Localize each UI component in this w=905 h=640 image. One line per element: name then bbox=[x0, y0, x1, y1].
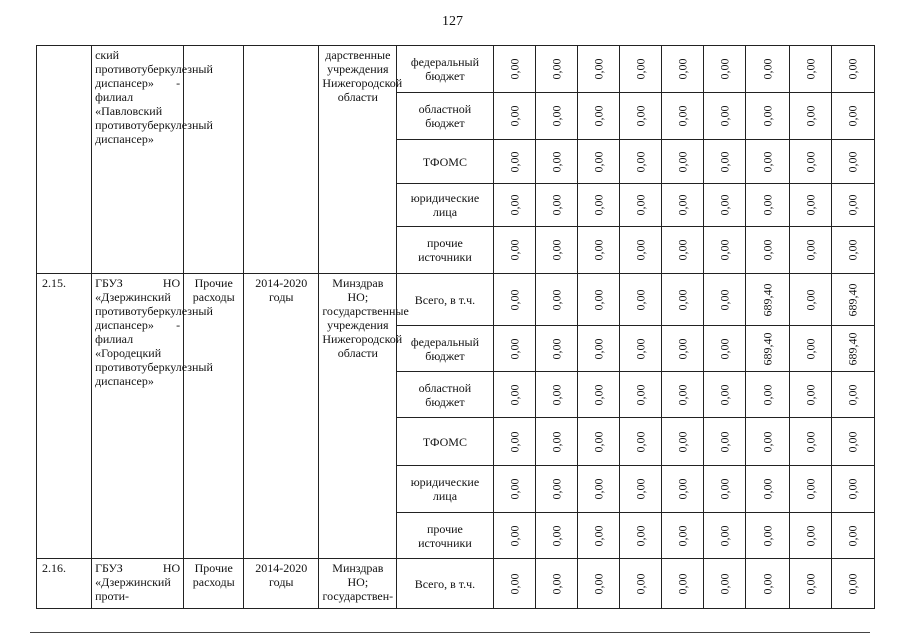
item-number bbox=[37, 46, 92, 274]
value-cell bbox=[789, 513, 831, 559]
value-cell bbox=[661, 326, 703, 372]
value-cell bbox=[493, 93, 535, 140]
value-text: 0,00 bbox=[717, 525, 732, 546]
expense-type: Прочие расходы bbox=[184, 559, 244, 609]
value-text: 0,00 bbox=[845, 105, 860, 127]
value-text: 0,00 bbox=[507, 105, 522, 127]
value-cell bbox=[493, 418, 535, 466]
value-text: 0,00 bbox=[760, 431, 775, 452]
value-text: 0,00 bbox=[549, 105, 564, 127]
value-text: 0,00 bbox=[717, 478, 732, 500]
value-cell bbox=[619, 372, 661, 418]
value-text: 0,00 bbox=[507, 58, 522, 80]
value-cell bbox=[831, 140, 874, 184]
value-cell bbox=[577, 418, 619, 466]
value-cell bbox=[661, 274, 703, 326]
value-cell bbox=[745, 46, 789, 93]
value-cell bbox=[661, 140, 703, 184]
value-cell bbox=[661, 513, 703, 559]
value-cell bbox=[577, 93, 619, 140]
value-cell bbox=[661, 46, 703, 93]
value-text: 0,00 bbox=[717, 573, 732, 594]
value-text: 0,00 bbox=[675, 384, 690, 405]
funding-source: Всего, в т.ч. bbox=[397, 559, 493, 609]
value-text: 0,00 bbox=[549, 573, 564, 594]
value-text: 0,00 bbox=[717, 289, 732, 310]
value-cell bbox=[789, 326, 831, 372]
value-text: 0,00 bbox=[633, 58, 648, 80]
value-cell bbox=[535, 326, 577, 372]
value-text: 0,00 bbox=[633, 239, 648, 261]
value-cell bbox=[745, 184, 789, 227]
value-cell bbox=[493, 513, 535, 559]
value-cell bbox=[493, 559, 535, 609]
value-cell bbox=[745, 513, 789, 559]
expense-type bbox=[184, 46, 244, 274]
value-cell bbox=[619, 274, 661, 326]
value-cell bbox=[703, 93, 745, 140]
value-text: 0,00 bbox=[803, 573, 818, 594]
value-cell bbox=[619, 559, 661, 609]
value-cell bbox=[703, 466, 745, 513]
value-cell bbox=[703, 513, 745, 559]
value-cell bbox=[535, 513, 577, 559]
value-text: 0,00 bbox=[803, 105, 818, 127]
value-cell bbox=[661, 227, 703, 274]
value-text: 0,00 bbox=[717, 431, 732, 452]
executor: Минздрав НО; государственные учреждения Нижегородской области bbox=[319, 274, 397, 559]
value-text: 0,00 bbox=[591, 105, 606, 127]
value-text: 0,00 bbox=[675, 105, 690, 127]
value-cell bbox=[577, 184, 619, 227]
funding-source: юридические лица bbox=[397, 184, 493, 227]
value-text: 689,40 bbox=[845, 283, 860, 316]
value-cell bbox=[619, 466, 661, 513]
value-text: 0,00 bbox=[803, 478, 818, 500]
value-text: 0,00 bbox=[803, 151, 818, 172]
value-cell bbox=[661, 372, 703, 418]
item-number: 2.15. bbox=[37, 274, 92, 559]
value-text: 0,00 bbox=[803, 384, 818, 405]
value-text: 0,00 bbox=[633, 478, 648, 500]
value-cell bbox=[831, 227, 874, 274]
value-text: 0,00 bbox=[760, 194, 775, 216]
expense-type: Прочие расходы bbox=[184, 274, 244, 559]
value-cell bbox=[535, 46, 577, 93]
value-text: 0,00 bbox=[845, 384, 860, 405]
value-cell bbox=[535, 418, 577, 466]
value-cell bbox=[661, 559, 703, 609]
value-cell bbox=[493, 274, 535, 326]
value-cell bbox=[789, 418, 831, 466]
value-text: 0,00 bbox=[675, 338, 690, 359]
value-cell bbox=[831, 466, 874, 513]
funding-source: ТФОМС bbox=[397, 140, 493, 184]
value-text: 0,00 bbox=[675, 478, 690, 500]
value-text: 0,00 bbox=[549, 58, 564, 80]
value-text: 0,00 bbox=[803, 239, 818, 261]
value-cell bbox=[831, 326, 874, 372]
value-text: 0,00 bbox=[633, 194, 648, 216]
value-cell bbox=[745, 466, 789, 513]
item-name: ГБУЗ НО «Дзержинский проти- bbox=[92, 559, 184, 609]
value-cell bbox=[577, 466, 619, 513]
bottom-rule bbox=[30, 632, 870, 633]
value-text: 0,00 bbox=[845, 194, 860, 216]
value-cell bbox=[745, 140, 789, 184]
value-text: 0,00 bbox=[591, 431, 606, 452]
value-text: 0,00 bbox=[803, 289, 818, 310]
funding-source: федеральный бюджет bbox=[397, 46, 493, 93]
value-text: 0,00 bbox=[803, 431, 818, 452]
value-text: 0,00 bbox=[675, 151, 690, 172]
value-cell bbox=[789, 46, 831, 93]
value-text: 689,40 bbox=[845, 332, 860, 365]
value-cell bbox=[831, 418, 874, 466]
value-cell bbox=[661, 93, 703, 140]
funding-source: юридические лица bbox=[397, 466, 493, 513]
value-text: 0,00 bbox=[845, 151, 860, 172]
value-text: 0,00 bbox=[633, 151, 648, 172]
value-text: 0,00 bbox=[633, 338, 648, 359]
value-text: 0,00 bbox=[675, 58, 690, 80]
item-number: 2.16. bbox=[37, 559, 92, 609]
value-text: 0,00 bbox=[591, 289, 606, 310]
value-text: 0,00 bbox=[717, 338, 732, 359]
value-cell bbox=[493, 326, 535, 372]
value-text: 0,00 bbox=[845, 525, 860, 546]
value-cell bbox=[745, 326, 789, 372]
value-cell bbox=[703, 559, 745, 609]
value-text: 0,00 bbox=[591, 384, 606, 405]
value-text: 0,00 bbox=[760, 58, 775, 80]
value-text: 0,00 bbox=[507, 151, 522, 172]
value-cell bbox=[619, 227, 661, 274]
value-cell bbox=[619, 93, 661, 140]
value-text: 0,00 bbox=[591, 58, 606, 80]
value-cell bbox=[577, 326, 619, 372]
value-cell bbox=[577, 140, 619, 184]
value-text: 0,00 bbox=[591, 151, 606, 172]
value-text: 0,00 bbox=[803, 58, 818, 80]
expenses-table bbox=[36, 45, 875, 609]
value-text: 0,00 bbox=[717, 384, 732, 405]
value-text: 0,00 bbox=[717, 58, 732, 80]
value-text: 0,00 bbox=[549, 289, 564, 310]
value-text: 0,00 bbox=[633, 105, 648, 127]
value-text: 0,00 bbox=[549, 478, 564, 500]
table-body bbox=[37, 46, 875, 609]
funding-source: прочие источники bbox=[397, 513, 493, 559]
value-cell bbox=[493, 184, 535, 227]
value-text: 0,00 bbox=[591, 573, 606, 594]
value-text: 0,00 bbox=[633, 525, 648, 546]
value-cell bbox=[745, 227, 789, 274]
table-row bbox=[37, 559, 875, 609]
period bbox=[244, 46, 319, 274]
value-text: 0,00 bbox=[507, 525, 522, 546]
value-text: 0,00 bbox=[717, 194, 732, 216]
value-cell bbox=[789, 372, 831, 418]
value-cell bbox=[535, 559, 577, 609]
value-cell bbox=[789, 466, 831, 513]
value-cell bbox=[703, 140, 745, 184]
value-text: 0,00 bbox=[760, 478, 775, 500]
item-name: ский противотуберкулезный диспансер» - филиал «Павловский противотуберкулезный диспансер» bbox=[92, 46, 184, 274]
value-text: 0,00 bbox=[507, 289, 522, 310]
value-cell bbox=[789, 274, 831, 326]
value-cell bbox=[745, 372, 789, 418]
value-cell bbox=[535, 372, 577, 418]
value-cell bbox=[493, 372, 535, 418]
value-text: 0,00 bbox=[507, 573, 522, 594]
value-cell bbox=[831, 184, 874, 227]
value-text: 0,00 bbox=[549, 338, 564, 359]
funding-source: федеральный бюджет bbox=[397, 326, 493, 372]
value-cell bbox=[577, 513, 619, 559]
value-text: 689,40 bbox=[760, 332, 775, 365]
value-cell bbox=[703, 326, 745, 372]
value-text: 0,00 bbox=[507, 431, 522, 452]
value-cell bbox=[577, 46, 619, 93]
value-text: 0,00 bbox=[675, 194, 690, 216]
value-cell bbox=[493, 227, 535, 274]
value-text: 0,00 bbox=[549, 525, 564, 546]
value-cell bbox=[535, 184, 577, 227]
value-text: 0,00 bbox=[845, 239, 860, 261]
value-cell bbox=[831, 274, 874, 326]
value-text: 0,00 bbox=[675, 289, 690, 310]
value-cell bbox=[745, 274, 789, 326]
value-text: 0,00 bbox=[549, 384, 564, 405]
value-cell bbox=[535, 93, 577, 140]
value-text: 0,00 bbox=[549, 239, 564, 261]
value-cell bbox=[619, 184, 661, 227]
value-cell bbox=[745, 418, 789, 466]
value-cell bbox=[493, 140, 535, 184]
value-cell bbox=[831, 372, 874, 418]
value-cell bbox=[619, 418, 661, 466]
funding-source: Всего, в т.ч. bbox=[397, 274, 493, 326]
value-cell bbox=[789, 184, 831, 227]
value-text: 0,00 bbox=[591, 194, 606, 216]
value-cell bbox=[661, 466, 703, 513]
value-text: 0,00 bbox=[507, 478, 522, 500]
value-text: 0,00 bbox=[675, 431, 690, 452]
value-text: 0,00 bbox=[633, 384, 648, 405]
value-text: 0,00 bbox=[549, 431, 564, 452]
period: 2014-2020 годы bbox=[244, 559, 319, 609]
value-text: 0,00 bbox=[591, 478, 606, 500]
value-cell bbox=[831, 559, 874, 609]
value-text: 0,00 bbox=[633, 431, 648, 452]
value-text: 0,00 bbox=[803, 194, 818, 216]
value-cell bbox=[577, 559, 619, 609]
value-cell bbox=[831, 93, 874, 140]
value-cell bbox=[577, 372, 619, 418]
value-text: 0,00 bbox=[507, 384, 522, 405]
value-text: 689,40 bbox=[760, 283, 775, 316]
value-text: 0,00 bbox=[845, 573, 860, 594]
value-cell bbox=[577, 227, 619, 274]
value-cell bbox=[535, 227, 577, 274]
value-cell bbox=[745, 559, 789, 609]
value-text: 0,00 bbox=[760, 573, 775, 594]
value-cell bbox=[703, 372, 745, 418]
value-cell bbox=[831, 46, 874, 93]
executor: дарственные учреждения Нижегородской области bbox=[319, 46, 397, 274]
value-text: 0,00 bbox=[675, 525, 690, 546]
value-cell bbox=[493, 46, 535, 93]
value-cell bbox=[831, 513, 874, 559]
value-text: 0,00 bbox=[591, 239, 606, 261]
executor: Минздрав НО; государствен- bbox=[319, 559, 397, 609]
value-cell bbox=[619, 46, 661, 93]
value-text: 0,00 bbox=[845, 431, 860, 452]
value-cell bbox=[577, 274, 619, 326]
value-cell bbox=[493, 466, 535, 513]
value-text: 0,00 bbox=[803, 525, 818, 546]
table-row bbox=[37, 46, 875, 93]
value-text: 0,00 bbox=[717, 239, 732, 261]
value-text: 0,00 bbox=[549, 194, 564, 216]
value-text: 0,00 bbox=[633, 289, 648, 310]
item-name: ГБУЗ НО «Дзержинский противотуберкулезный диспансер» - филиал «Городецкий противотуберкулезный диспансер» bbox=[92, 274, 184, 559]
page-number: 127 bbox=[442, 14, 463, 29]
value-text: 0,00 bbox=[675, 573, 690, 594]
value-cell bbox=[703, 184, 745, 227]
value-cell bbox=[703, 418, 745, 466]
funding-source: областной бюджет bbox=[397, 93, 493, 140]
value-cell bbox=[535, 466, 577, 513]
period: 2014-2020 годы bbox=[244, 274, 319, 559]
value-cell bbox=[661, 418, 703, 466]
value-text: 0,00 bbox=[845, 58, 860, 80]
value-text: 0,00 bbox=[591, 338, 606, 359]
value-text: 0,00 bbox=[717, 151, 732, 172]
value-text: 0,00 bbox=[507, 239, 522, 261]
value-cell bbox=[619, 513, 661, 559]
value-cell bbox=[703, 46, 745, 93]
value-text: 0,00 bbox=[760, 105, 775, 127]
value-text: 0,00 bbox=[717, 105, 732, 127]
value-cell bbox=[789, 559, 831, 609]
value-text: 0,00 bbox=[633, 573, 648, 594]
table-row bbox=[37, 274, 875, 326]
funding-source: областной бюджет bbox=[397, 372, 493, 418]
value-text: 0,00 bbox=[803, 338, 818, 359]
funding-source: прочие источники bbox=[397, 227, 493, 274]
value-cell bbox=[535, 140, 577, 184]
funding-source: ТФОМС bbox=[397, 418, 493, 466]
value-text: 0,00 bbox=[760, 151, 775, 172]
value-cell bbox=[619, 140, 661, 184]
value-cell bbox=[703, 274, 745, 326]
value-cell bbox=[703, 227, 745, 274]
value-text: 0,00 bbox=[591, 525, 606, 546]
value-text: 0,00 bbox=[845, 478, 860, 500]
value-cell bbox=[789, 227, 831, 274]
value-cell bbox=[661, 184, 703, 227]
value-text: 0,00 bbox=[760, 384, 775, 405]
value-text: 0,00 bbox=[760, 239, 775, 261]
value-cell bbox=[789, 140, 831, 184]
value-text: 0,00 bbox=[507, 338, 522, 359]
value-cell bbox=[535, 274, 577, 326]
value-cell bbox=[745, 93, 789, 140]
value-text: 0,00 bbox=[507, 194, 522, 216]
value-cell bbox=[619, 326, 661, 372]
value-text: 0,00 bbox=[549, 151, 564, 172]
value-text: 0,00 bbox=[760, 525, 775, 546]
value-text: 0,00 bbox=[675, 239, 690, 261]
value-cell bbox=[789, 93, 831, 140]
